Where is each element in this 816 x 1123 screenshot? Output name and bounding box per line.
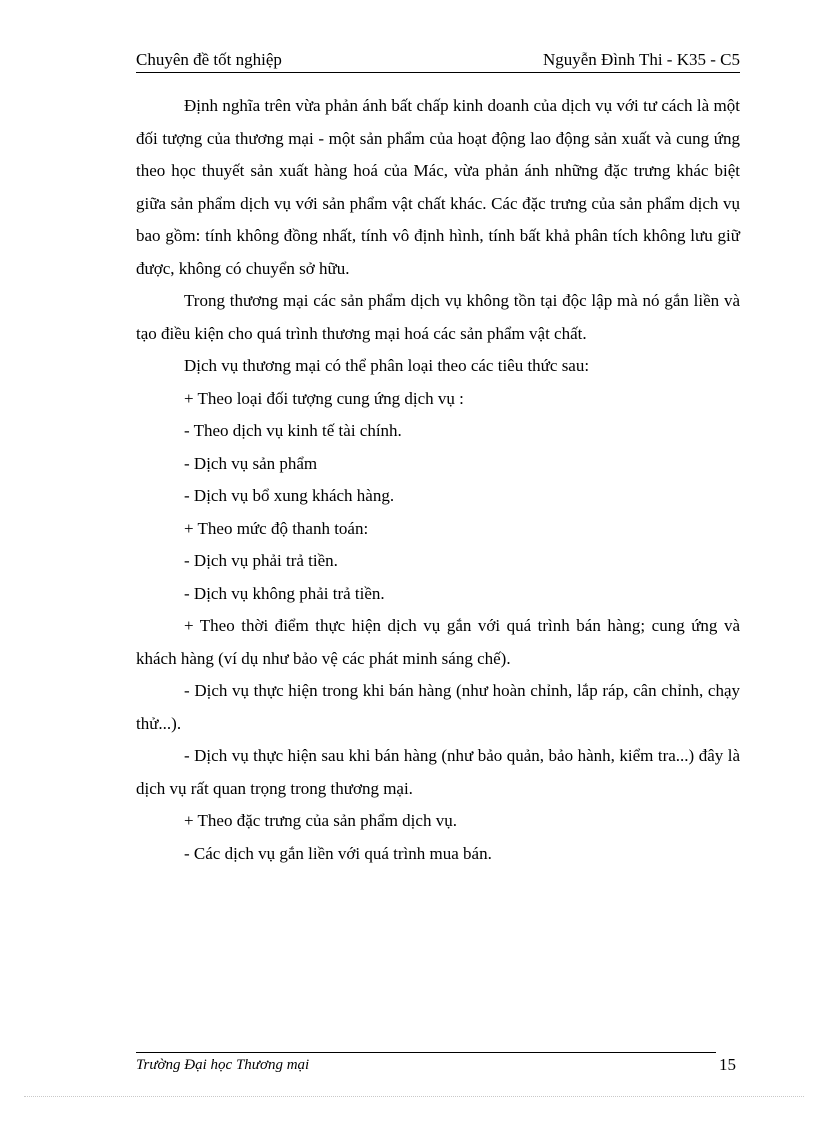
- header-author: Nguyễn Đình Thi - K35 - C5: [542, 50, 740, 69]
- list-item: - Dịch vụ bổ xung khách hàng.: [184, 486, 395, 505]
- paragraph-trade: Trong thương mại các sản phẩm dịch vụ không tồn tại độc lập mà nó gắn liền và tạo điều kiện cho quá trình thương mại hoá các sản phẩm vật chất.: [136, 291, 740, 343]
- list-item: - Theo dịch vụ kinh tế tài chính.: [184, 421, 402, 440]
- page-header: [136, 50, 740, 73]
- list-item: - Các dịch vụ gắn liền với quá trình mua bán.: [184, 843, 492, 863]
- list-item: - Dịch vụ sản phẩm: [184, 453, 318, 473]
- paragraph-during-sale: - Dịch vụ thực hiện trong khi bán hàng (như hoàn chỉnh, lắp ráp, cân chỉnh, chạy thử...).: [136, 681, 740, 733]
- paragraph-after-sale: - Dịch vụ thực hiện sau khi bán hàng (như bảo quản, bảo hành, kiểm tra...) đây là dịch vụ rất quan trọng trong thương mại.: [136, 746, 740, 798]
- paragraph-timing: + Theo thời điểm thực hiện dịch vụ gắn với quá trình bán hàng; cung ứng và khách hàng (ví dụ như bảo vệ các phát minh sáng chế).: [136, 616, 740, 668]
- footer-divider: [136, 1052, 716, 1053]
- list-item: - Dịch vụ không phải trả tiền.: [184, 583, 385, 603]
- list-item: - Dịch vụ phải trả tiền.: [184, 551, 338, 570]
- page-body: [136, 90, 740, 870]
- list-item: + Theo đặc trưng của sản phẩm dịch vụ.: [184, 811, 457, 830]
- page-number: 15: [719, 1055, 736, 1074]
- header-title: Chuyên đề tốt nghiệp: [136, 50, 282, 69]
- list-intro: Dịch vụ thương mại có thể phân loại theo các tiêu thức sau:: [184, 356, 590, 375]
- footer-school: Trường Đại học Thương mại: [136, 1057, 310, 1073]
- list-item: + Theo loại đối tượng cung ứng dịch vụ :: [184, 388, 464, 408]
- page-bottom-dotted-line: [24, 1096, 804, 1097]
- paragraph-definition: Định nghĩa trên vừa phản ánh bất chấp kinh doanh của dịch vụ với tư cách là một đối tượng của thương mại - một sản phẩm của hoạt động lao động sản xuất và cung ứng theo học thuyết sản xuất hàng hoá của Mác, vừa phản ánh những đặc trưng khác biệt giữa sản phẩm dịch vụ với sản phẩm vật chất khác. Các đặc trưng của sản phẩm dịch vụ bao gồm: tính không đồng nhất, tính vô định hình, tính bất khả phân tích không lưu giữ được, không có chuyển sở hữu.: [136, 96, 740, 278]
- list-item: + Theo mức độ thanh toán:: [184, 518, 369, 538]
